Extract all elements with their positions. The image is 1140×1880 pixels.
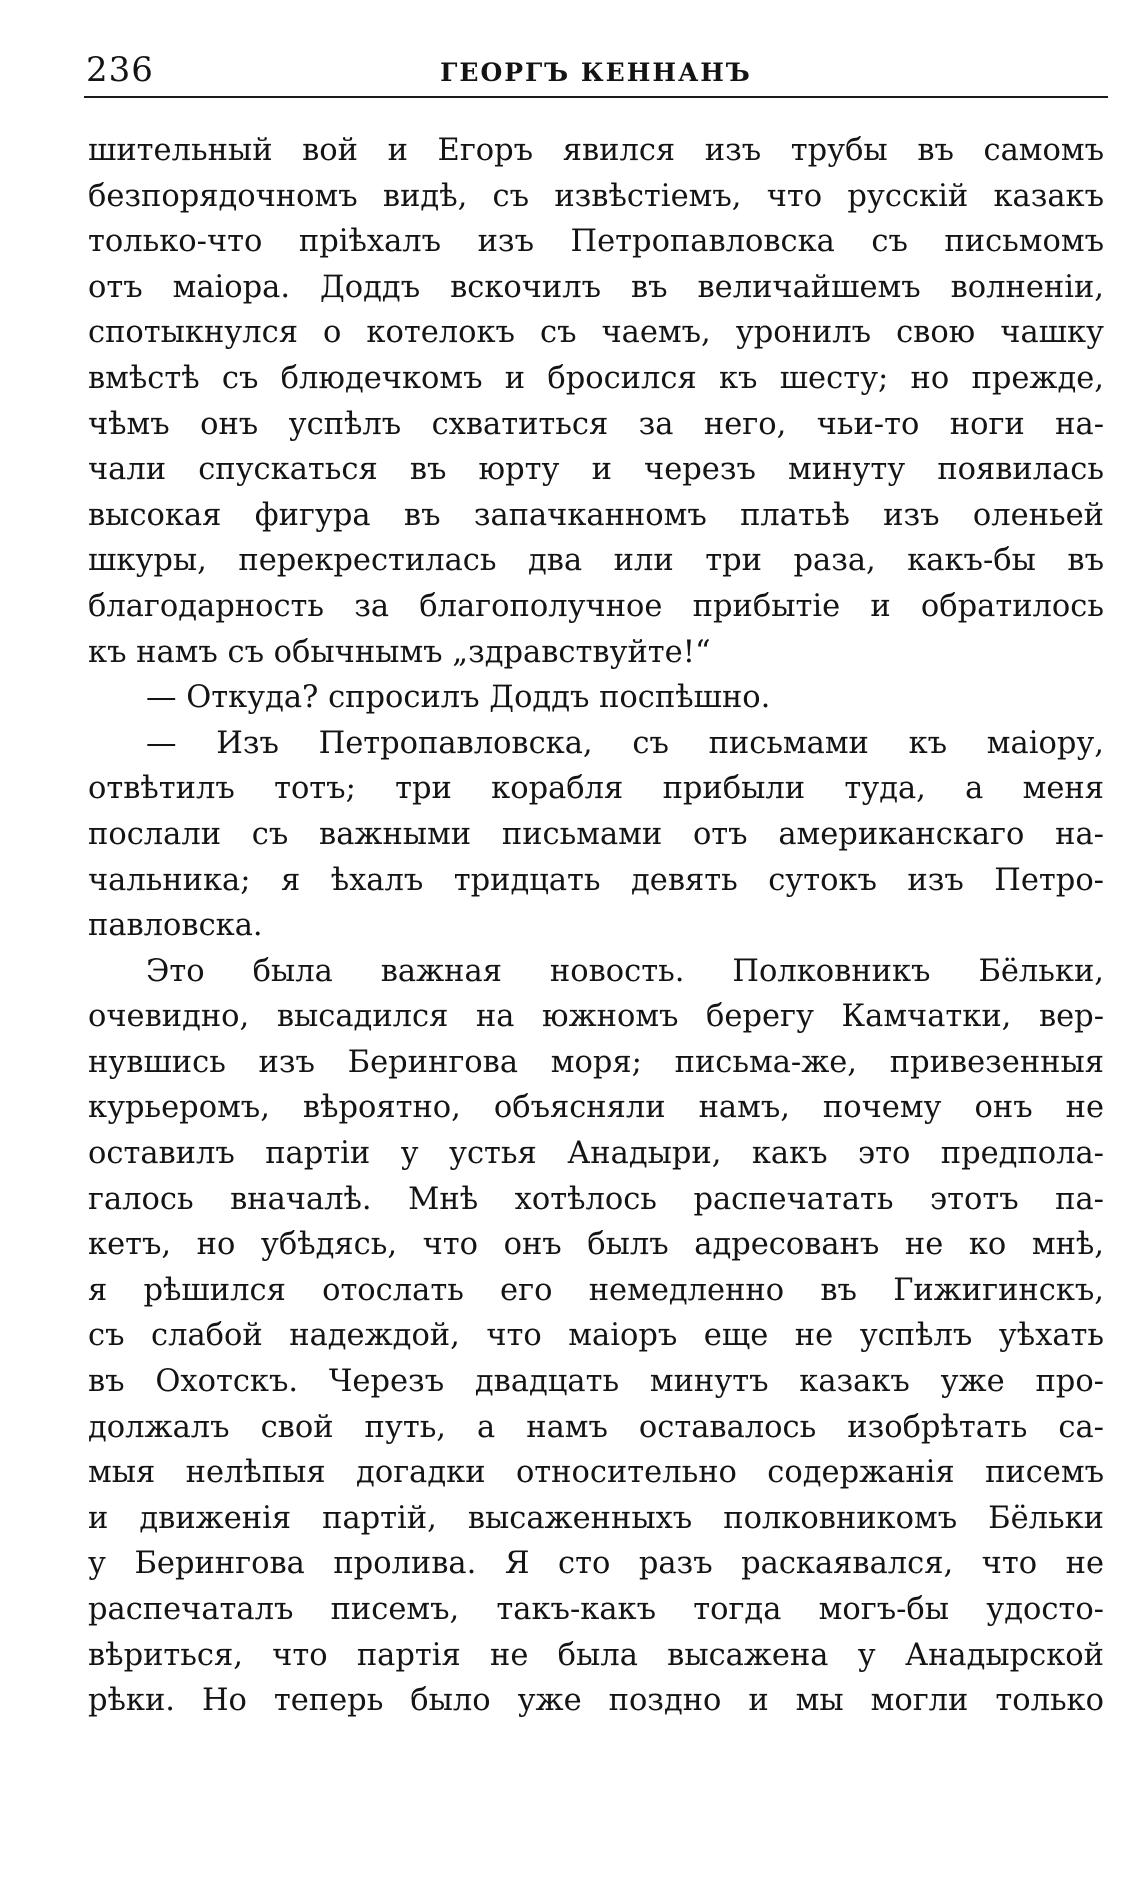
text-line: галось вначалѣ. Мнѣ хотѣлось распечатать этотъ па- xyxy=(88,1181,1104,1217)
text-line: къ намъ съ обычнымъ „здравствуйте!“ xyxy=(88,634,711,670)
text-line: безпорядочномъ видѣ, съ извѣстіемъ, что русскій казакъ xyxy=(88,178,1104,214)
text-line: кетъ, но убѣдясь, что онъ былъ адресованъ не ко мнѣ, xyxy=(88,1227,1104,1263)
text-line: — Изъ Петропавловска, съ письмами къ маіору, xyxy=(146,725,1104,761)
running-head: ГЕОРГЪ КЕННАНЪ xyxy=(440,58,752,87)
text-line: чѣмъ онъ успѣлъ схватиться за него, чьи-то ноги на- xyxy=(88,406,1104,442)
text-line: вѣриться, что партія не была высажена у Анадырской xyxy=(88,1637,1104,1673)
text-line: очевидно, высадился на южномъ берегу Камчатки, вер- xyxy=(88,999,1104,1035)
text-line: мыя нелѣпыя догадки относительно содержанія писемъ xyxy=(88,1455,1104,1491)
text-line: высокая фигура въ запачканномъ платьѣ изъ оленьей xyxy=(88,497,1104,533)
header-rule xyxy=(84,96,1108,98)
text-line: оставилъ партіи у устья Анадыри, какъ это предпола- xyxy=(88,1136,1104,1172)
text-line: шкуры, перекрестилась два или три раза, какъ-бы въ xyxy=(88,543,1104,579)
page-header xyxy=(86,46,1106,96)
text-line: — Откуда? спросилъ Доддъ поспѣшно. xyxy=(146,680,771,716)
text-line: послали съ важными письмами отъ американскаго на- xyxy=(88,816,1104,852)
text-line: чали спускаться въ юрту и черезъ минуту появилась xyxy=(88,452,1104,488)
text-line: я рѣшился отослать его немедленно въ Гижигинскъ, xyxy=(88,1272,1104,1308)
text-line: и движенія партій, высаженныхъ полковникомъ Бёльки xyxy=(88,1500,1104,1536)
text-line: въ Охотскъ. Черезъ двадцать минутъ казакъ уже про- xyxy=(88,1364,1104,1400)
text-line: отъ маіора. Доддъ вскочилъ въ величайшемъ волненіи, xyxy=(88,269,1104,305)
text-line: отвѣтилъ тотъ; три корабля прибыли туда, а меня xyxy=(88,771,1104,807)
text-line: чальника; я ѣхалъ тридцать девять сутокъ изъ Петро- xyxy=(88,862,1104,898)
text-line: рѣки. Но теперь было уже поздно и мы могли только xyxy=(88,1683,1104,1719)
text-line: спотыкнулся о котелокъ съ чаемъ, уронилъ свою чашку xyxy=(88,315,1104,351)
text-line: павловска. xyxy=(88,908,263,944)
text-line: распечаталъ писемъ, такъ-какъ тогда могъ-бы удосто- xyxy=(88,1592,1104,1627)
text-line: только-что пріѣхалъ изъ Петропавловска съ письмомъ xyxy=(88,224,1104,260)
text-line: Это была важная новость. Полковникъ Бёльки, xyxy=(146,953,1104,989)
text-line: шительный вой и Егоръ явился изъ трубы въ самомъ xyxy=(88,133,1104,168)
text-line: у Берингова пролива. Я сто разъ раскаявался, что не xyxy=(88,1546,1104,1582)
text-line: курьеромъ, вѣроятно, объясняли намъ, почему онъ не xyxy=(88,1090,1104,1126)
text-line: нувшись изъ Берингова моря; письма-же, привезенныя xyxy=(88,1044,1104,1080)
page-number: 236 xyxy=(86,50,154,90)
text-line: вмѣстѣ съ блюдечкомъ и бросился къ шесту; но прежде, xyxy=(88,360,1104,396)
text-line: благодарность за благополучное прибытіе и обратилось xyxy=(88,588,1104,624)
text-line: съ слабой надеждой, что маіоръ еще не успѣлъ уѣхать xyxy=(88,1318,1104,1354)
body-text xyxy=(88,128,1104,1724)
text-line: должалъ свой путь, а намъ оставалось изобрѣтать са- xyxy=(88,1409,1104,1445)
